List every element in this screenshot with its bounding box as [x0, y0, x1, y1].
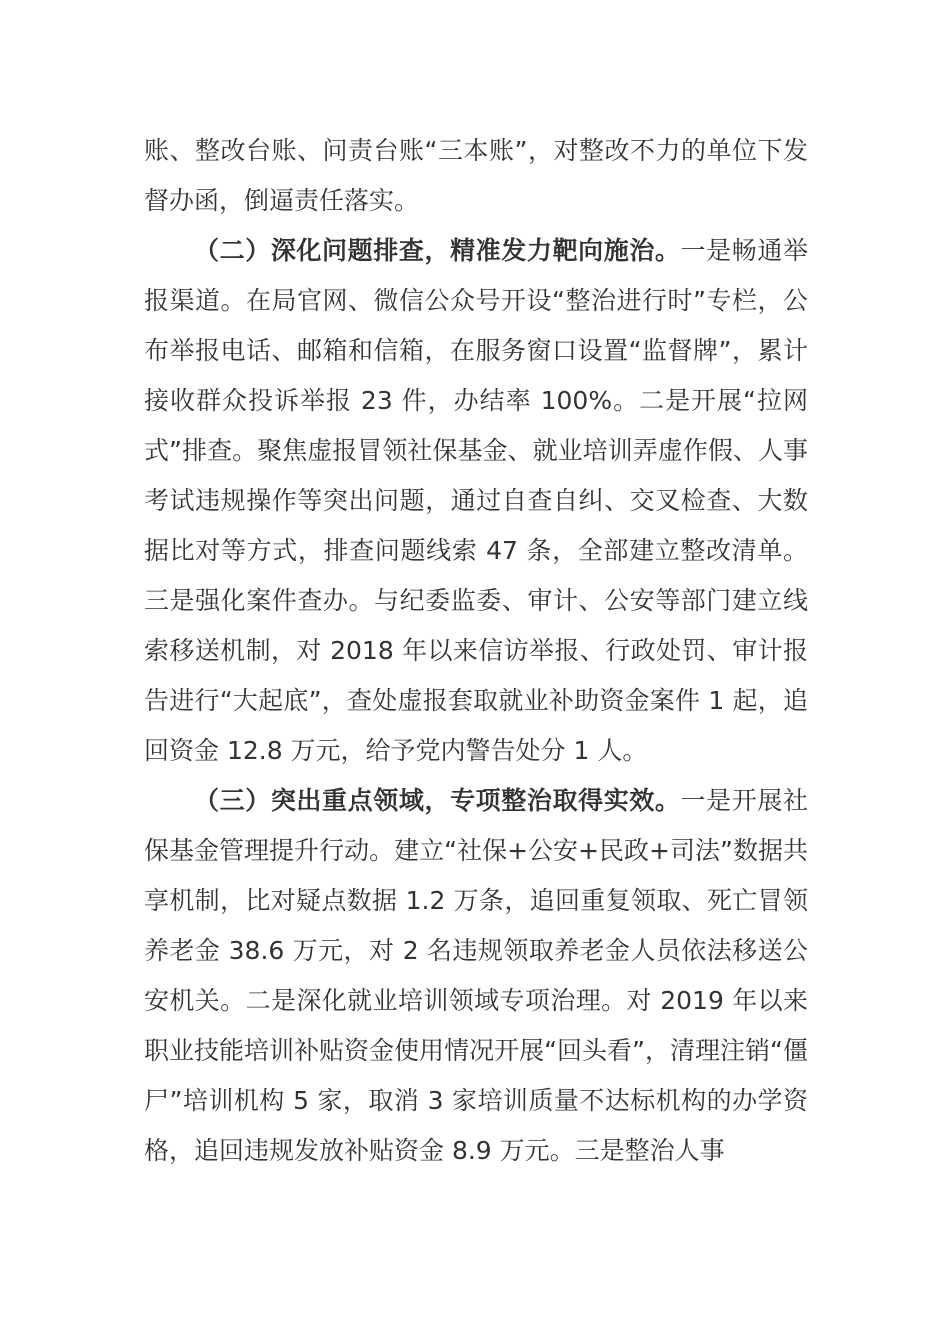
paragraph-continuation	[144, 126, 808, 226]
paragraph-section-3	[144, 776, 808, 1176]
section-heading: （二）深化问题排查，精准发力靶向施治。	[194, 236, 681, 265]
document-body	[144, 126, 808, 1176]
paragraph-body: 一是畅通举报渠道。在局官网、微信公众号开设“整治进行时”专栏，公布举报电话、邮箱和信箱，在服务窗口设置“监督牌”，累计接收群众投诉举报 23 件，办结率 100%。二是开展“拉网式”排查。聚焦虚报冒领社保基金、就业培训弄虚作假、人事考试违规操作等突出问题，通过自查自纠、交叉检查、大数据比对等方式，排查问题线索 47 条，全部建立整改清单。三是强化案件查办。与纪委监委、审计、公安等部门建立线索移送机制，对 2018 年以来信访举报、行政处罚、审计报告进行“大起底”，查处虚报套取就业补助资金案件 1 起，追回资金 12.8 万元，给予党内警告处分 1 人。	[144, 236, 808, 765]
section-heading: （三）突出重点领域，专项整治取得实效。	[194, 786, 681, 815]
paragraph-body: 一是开展社保基金管理提升行动。建立“社保+公安+民政+司法”数据共享机制，比对疑点数据 1.2 万条，追回重复领取、死亡冒领养老金 38.6 万元，对 2 名违规领取养老金人员依法移送公安机关。二是深化就业培训领域专项治理。对 2019 年以来职业技能培训补贴资金使用情况开展“回头看”，清理注销“僵尸”培训机构 5 家，取消 3 家培训质量不达标机构的办学资格，追回违规发放补贴资金 8.9 万元。三是整治人事	[144, 786, 808, 1165]
paragraph-body: 账、整改台账、问责台账“三本账”，对整改不力的单位下发督办函，倒逼责任落实。	[144, 136, 808, 215]
paragraph-section-2	[144, 226, 808, 776]
